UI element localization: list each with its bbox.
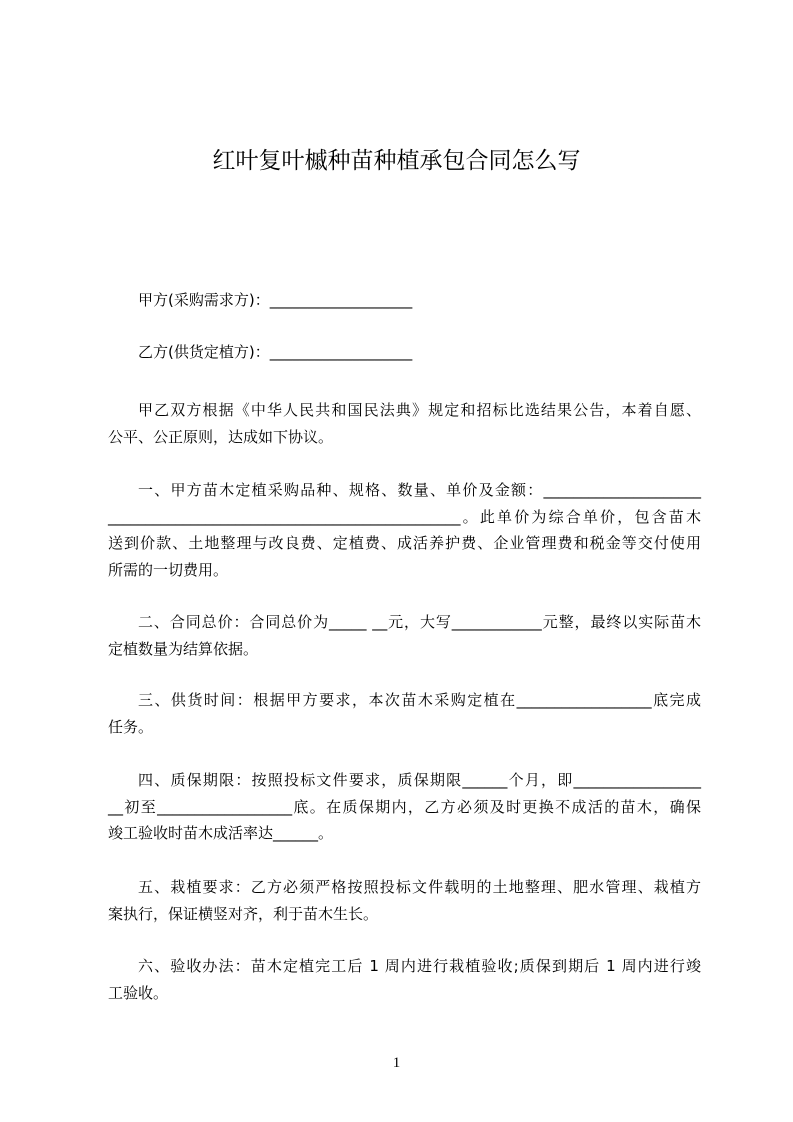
paragraph [108, 477, 701, 583]
paragraph-line: 甲乙双方根据《中华人民共和国民法典》规定和招标比选结果公告，本着自愿、 [138, 401, 701, 419]
paragraph [108, 609, 701, 662]
paragraph-line: 工验收。 [108, 983, 169, 1002]
paragraph-line: 甲方(采购需求方)：___________________ [138, 291, 413, 309]
paragraph [108, 767, 701, 847]
paragraph-line: 案执行，保证横竖对齐，利于苗木生长。 [108, 904, 379, 923]
paragraph-line: 公平、公正原则，达成如下协议。 [108, 427, 334, 446]
paragraph-line: 五、栽植要求：乙方必须严格按照投标文件载明的土地整理、肥水管理、栽植方 [138, 878, 701, 896]
paragraph-line: __初至__________________底。在质保期内，乙方必须及时更换不成活的苗木，确保 [108, 797, 701, 816]
page-number: 1 [392, 1055, 401, 1071]
paragraph-line: 四、质保期限：按照投标文件要求，质保期限______个月，即_________________ [138, 771, 701, 789]
paragraph-line: 竣工验收时苗木成活率达______。 [108, 824, 334, 842]
paragraph [108, 287, 701, 314]
paragraph-line: 一、甲方苗木定植采购品种、规格、数量、单价及金额：_____________________ [138, 481, 701, 499]
paragraph [108, 687, 701, 740]
paragraph [108, 397, 701, 450]
paragraph-line: 送到价款、土地整理与改良费、定植费、成活养护费、企业管理费和税金等交付使用 [108, 534, 701, 552]
paragraph-line: 定植数量为结算依据。 [108, 639, 259, 658]
paragraph [108, 953, 701, 1006]
paragraph-line: 六、验收办法：苗木定植完工后 1 周内进行栽植验收;质保到期后 1 周内进行竣 [138, 957, 701, 975]
document-title: 红叶复叶槭种苗种植承包合同怎么写 [212, 148, 581, 174]
paragraph-line: 任务。 [108, 717, 154, 736]
paragraph-line: _______________________________________________。此单价为综合单价，包含苗木 [108, 507, 701, 526]
paragraph-line: 乙方(供货定植方)：___________________ [138, 343, 413, 361]
paragraph-line: 二、合同总价：合同总价为_____ __元，大写____________元整，最终以实际苗木 [138, 613, 701, 631]
paragraph [108, 874, 701, 927]
paragraph-line: 三、供货时间：根据甲方要求，本次苗木采购定植在__________________底完成 [138, 691, 701, 709]
paragraph [108, 339, 701, 366]
paragraph-line: 所需的一切费用。 [108, 560, 229, 579]
